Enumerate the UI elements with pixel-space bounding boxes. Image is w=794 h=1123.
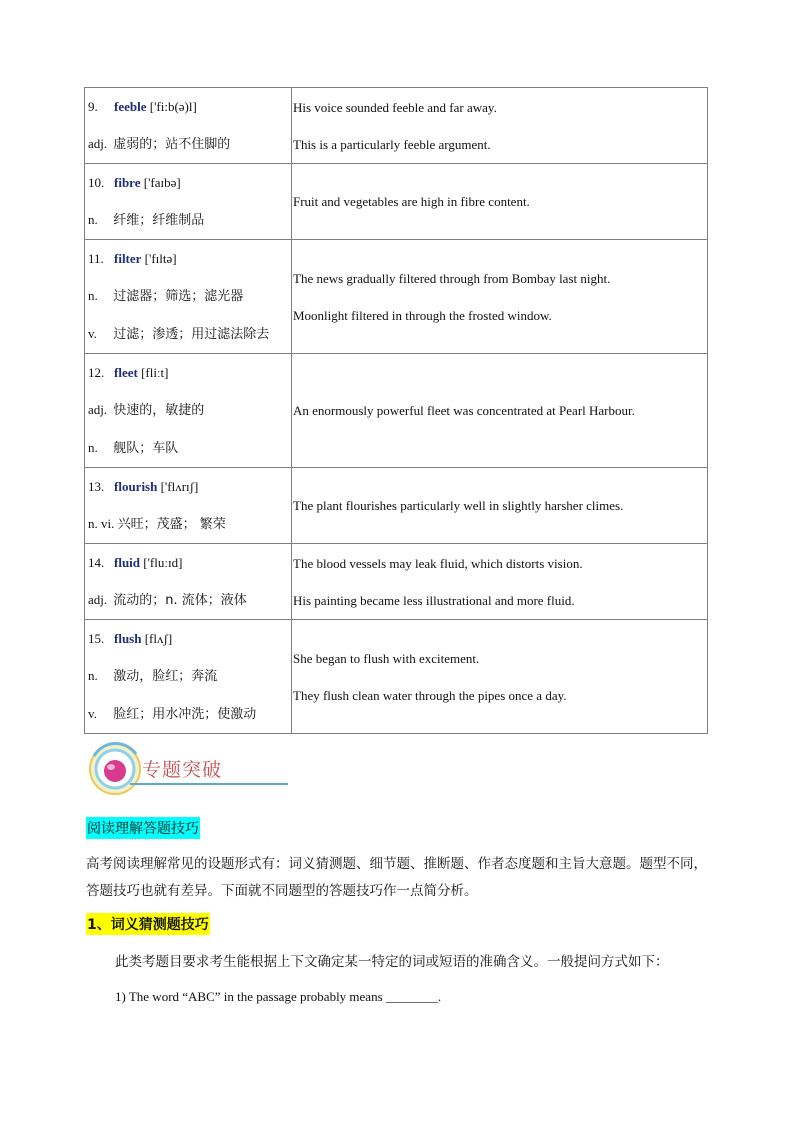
vocab-entry-cell [85,354,292,468]
part-of-speech: adj. [88,402,108,417]
sub-heading: 1、词义猜测题技巧 [86,913,210,935]
part-of-speech: adj. [88,592,108,607]
vocab-row [85,468,708,544]
vocab-example-cell [292,88,708,164]
intro-paragraph: 高考阅读理解常见的设题形式有：词义猜测题、细节题、推断题、作者态度题和主旨大意题。题型不同，答题技巧也就有差异。下面就不同题型的答题技巧作一点简分析。 [86,856,707,899]
vocab-word: filter [114,251,142,266]
vocab-number: 15. [88,631,105,646]
vocab-number: 12. [88,365,105,380]
vocab-example-cell [292,164,708,240]
vocab-number: 9. [88,99,98,114]
vocab-example-cell [292,240,708,354]
banner-underline [130,783,288,785]
meaning-text: 过滤器；筛选；滤光器 [113,289,244,304]
vocab-word: feeble [114,99,147,114]
vocab-meaning-line [88,657,291,695]
vocab-meaning-line [88,277,291,315]
vocab-example-cell [292,620,708,734]
vocab-meaning-line [88,695,291,733]
vocab-row [85,88,708,164]
vocab-meaning-line [88,315,291,353]
vocab-word: fluid [114,555,141,570]
vocab-headword-line [88,544,291,581]
vocab-row [85,164,708,240]
vocab-meaning-line [88,581,291,619]
part-of-speech: adj. [88,136,108,151]
example-sentence: His voice sounded feeble and far away. [293,99,497,115]
vocab-example-cell [292,468,708,544]
vocab-headword-line [88,240,291,277]
vocab-word: flush [114,631,142,646]
example-sentence: His painting became less illustrational and more fluid. [293,592,575,608]
vocab-headword-line [88,468,291,505]
vocab-word: flourish [114,479,158,494]
part-of-speech: n. [88,668,98,683]
example-sentence: She began to flush with excitement. [293,650,480,666]
vocab-phonetic: ['fi:b(ə)l] [149,99,197,114]
vocab-meaning-line [88,125,291,163]
vocab-headword-line [88,88,291,125]
example-sentence: The plant flourishes particularly well in slightly harsher climes. [293,498,624,513]
vocab-phonetic: ['fluːɪd] [143,555,183,570]
vocab-phonetic: ['fɪltə] [144,251,177,266]
vocab-number: 13. [88,479,105,494]
vocab-example-cell [292,354,708,468]
vocab-row [85,544,708,620]
example-sentence: Moonlight filtered in through the frosted window. [293,307,552,323]
vocab-meaning-line [88,391,291,429]
vocab-phonetic: ['faɪbə] [143,175,181,190]
example-sentence: They flush clean water through the pipes once a day. [293,687,567,703]
example-sentence: The blood vessels may leak fluid, which distorts vision. [293,555,583,571]
part-of-speech: n. [88,440,98,455]
vocab-phonetic: ['flʌrɪʃ] [160,479,199,494]
meaning-text: 激动，脸红；奔流 [113,669,218,684]
meaning-text: 流动的；n. 流体；液体 [113,593,247,608]
example-question: 1) The word “ABC” in the passage probably means ________. [115,989,442,1004]
part-of-speech: n. vi. [88,516,115,531]
vocab-number: 10. [88,175,105,190]
vocab-meaning-line [88,201,291,239]
meaning-text: 纤维；纤维制品 [113,213,205,228]
vocab-word: fleet [114,365,138,380]
vocab-row [85,240,708,354]
vocab-headword-line [88,354,291,391]
vocab-row [85,354,708,468]
vocab-number: 14. [88,555,105,570]
vocab-entry-cell [85,620,292,734]
vocab-headword-line [88,620,291,657]
part-of-speech: n. [88,212,98,227]
meaning-text: 舰队；车队 [113,441,179,456]
vocab-phonetic: [flʌʃ] [144,631,173,646]
vocab-number: 11. [88,251,104,266]
vocab-table [84,87,708,734]
sub-intro-paragraph: 此类考题目要求考生能根据上下文确定某一特定的词或短语的准确含义。一般提问方式如下： [115,954,669,970]
vocab-entry-cell [85,164,292,240]
vocab-row [85,620,708,734]
vocab-phonetic: [fliːt] [141,365,169,380]
example-sentence: The news gradually filtered through from Bombay last night. [293,270,611,286]
vocab-word: fibre [114,175,141,190]
vocab-entry-cell [85,468,292,544]
vocab-entry-cell [85,240,292,354]
section-heading: 阅读理解答题技巧 [86,817,200,839]
part-of-speech: v. [88,326,97,341]
part-of-speech: n. [88,288,98,303]
meaning-text: 脸红；用水冲洗；使激动 [113,707,257,722]
meaning-text: 快速的，敏捷的 [113,403,205,418]
vocab-headword-line [88,164,291,201]
vocab-meaning-line [88,505,291,543]
part-of-speech: v. [88,706,97,721]
meaning-text: 虚弱的；站不住脚的 [113,137,231,152]
meaning-text: 兴旺；茂盛； 繁荣 [117,517,226,532]
example-sentence: Fruit and vegetables are high in fibre content. [293,194,530,209]
vocab-example-cell [292,544,708,620]
vocab-entry-cell [85,544,292,620]
vocab-entry-cell [85,88,292,164]
meaning-text: 过滤；渗透；用过滤法除去 [113,327,270,342]
example-sentence: An enormously powerful fleet was concentrated at Pearl Harbour. [293,403,635,418]
example-sentence: This is a particularly feeble argument. [293,136,491,152]
banner-title: 专题突破 [142,759,223,781]
vocab-meaning-line [88,429,291,467]
